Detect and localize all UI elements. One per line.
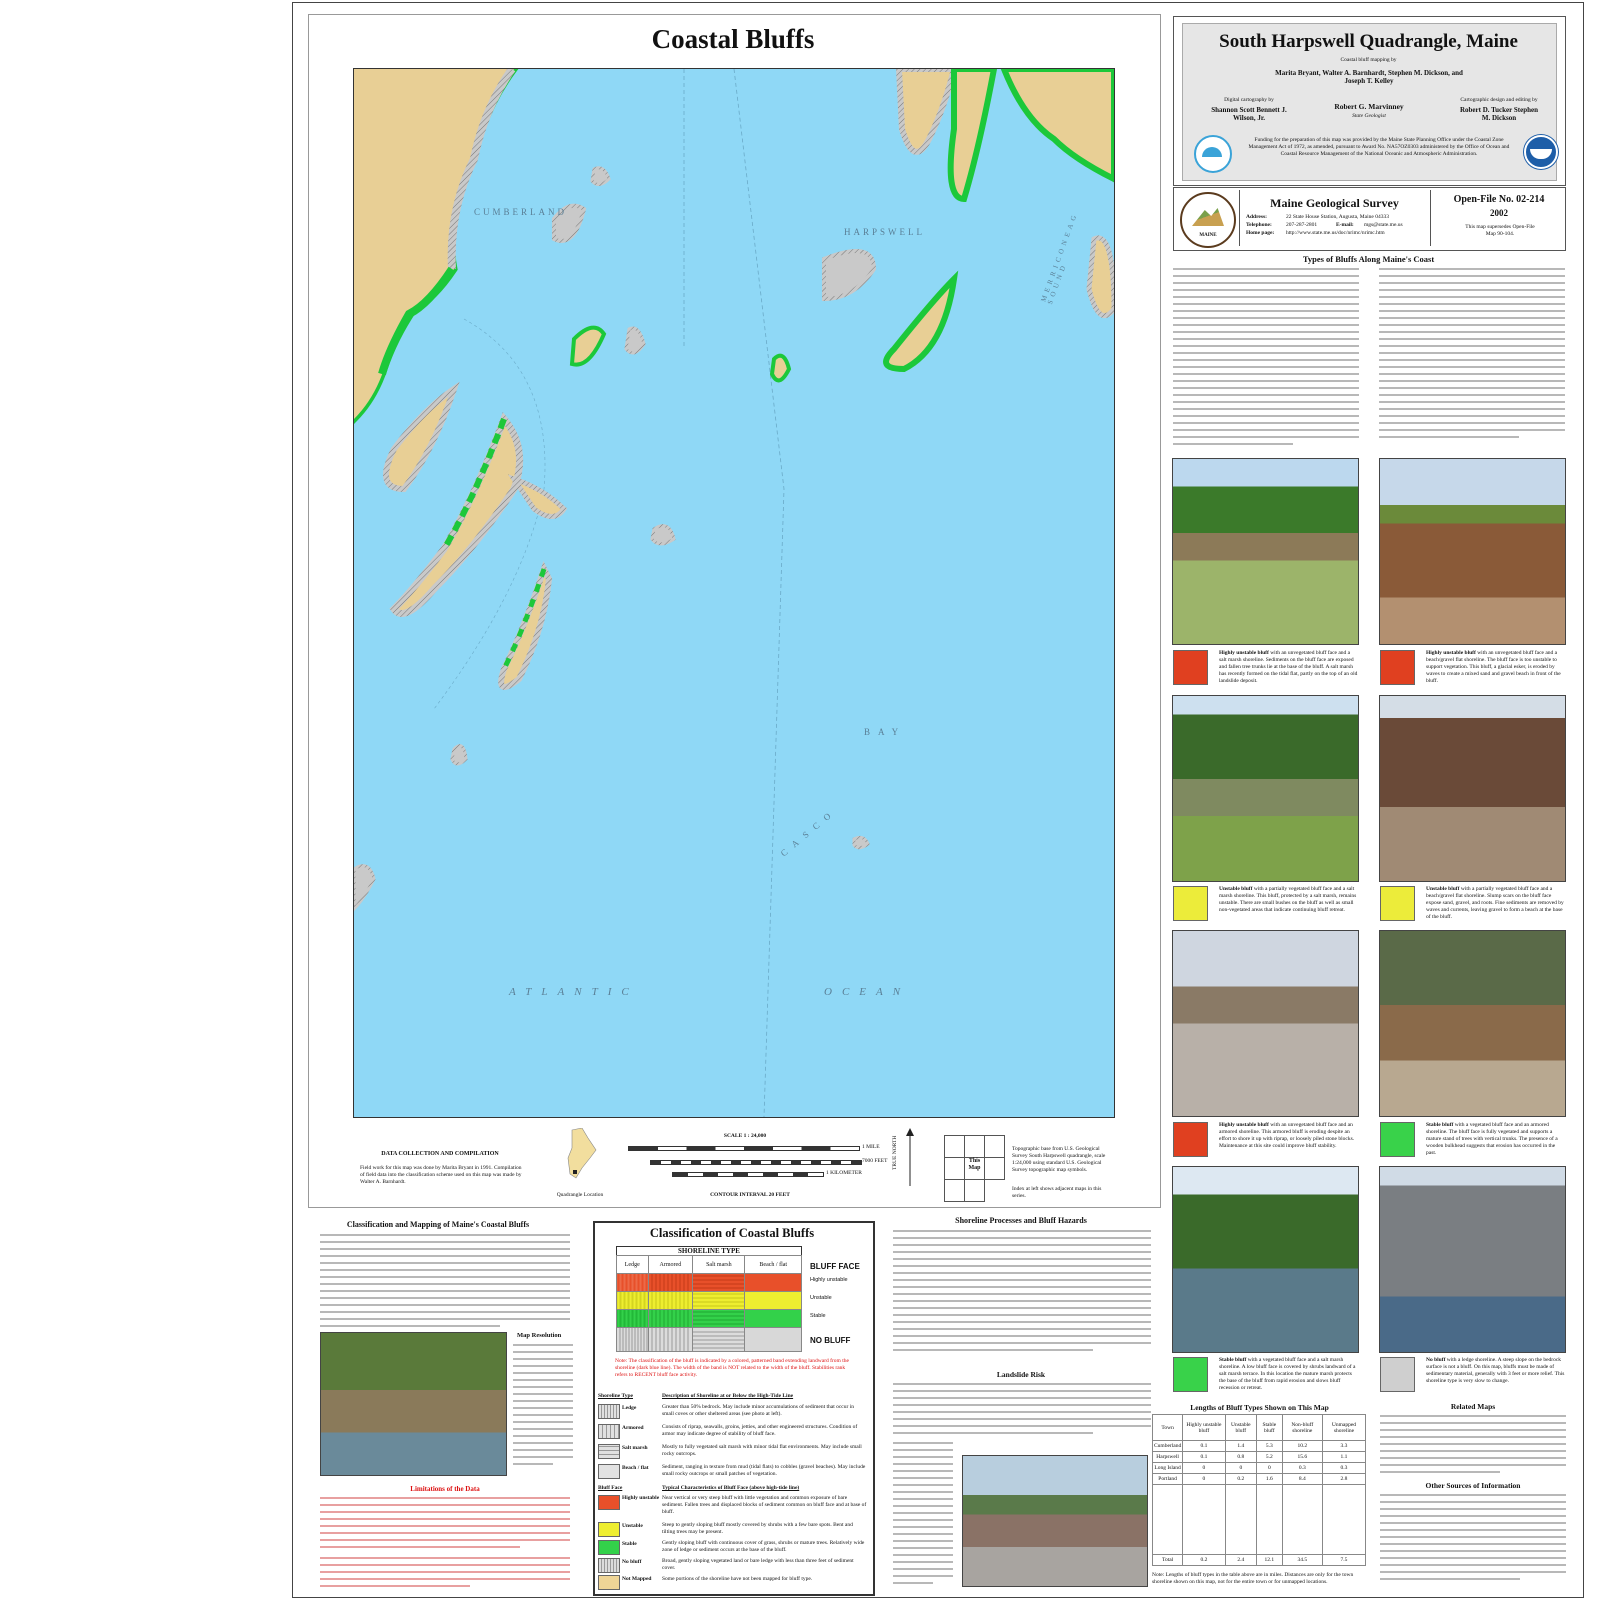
bluff-desc-heading: Typical Characteristics of Bluff Face (above high-tide line) xyxy=(662,1485,800,1491)
telephone-label: Telephone: xyxy=(1246,222,1272,228)
scale-bar-miles xyxy=(628,1146,860,1151)
caption-photo-5: Highly unstable bluff with an unvegetated bluff face and an armored shoreline. This armored bluff is eroding despite an effort to shore it up with riprap, or loosely piled stone blocks. Maintenance at this site could improve bluff stability. xyxy=(1219,1122,1355,1149)
face-notmapped: Not Mapped xyxy=(622,1576,652,1582)
col-armored: Armored xyxy=(648,1256,693,1274)
types-text-col1 xyxy=(1173,268,1359,450)
swatch-photo-5 xyxy=(1173,1122,1208,1157)
noaa-logo-icon xyxy=(1524,135,1558,169)
other-sources-heading: Other Sources of Information xyxy=(1425,1481,1521,1490)
open-file-number: Open-File No. 02-214 xyxy=(1453,194,1545,205)
map-graphic xyxy=(354,69,1114,1117)
seal-maine-label: MAINE xyxy=(1199,233,1217,238)
photo-6 xyxy=(1379,930,1566,1117)
row-stable: Stable xyxy=(810,1313,826,1319)
contour-interval: CONTOUR INTERVAL 20 FEET xyxy=(710,1192,790,1198)
cell-nobluff-beach xyxy=(745,1328,802,1352)
swatch-photo-8 xyxy=(1380,1357,1415,1392)
data-collection-text: Field work for this map was done by Marita Bryant in 1991. Compilation of field data into the classification scheme used on this map was made by Walter A. Barnhardt. xyxy=(360,1165,522,1185)
col-beach-flat: Beach / flat xyxy=(745,1256,802,1274)
other-sources-text xyxy=(1380,1494,1566,1590)
swatch-photo-2 xyxy=(1380,650,1415,685)
sw-beach-flat xyxy=(598,1464,620,1479)
survey-name: Maine Geological Survey xyxy=(1270,196,1399,210)
map-title: Coastal Bluffs xyxy=(651,24,815,54)
email: mgs@state.me.us xyxy=(1364,222,1403,228)
table-spacer-row xyxy=(1153,1485,1366,1555)
bluff-face-label: BLUFF FACE xyxy=(810,1262,860,1271)
design-label: Cartographic design and editing by xyxy=(1460,97,1538,103)
bluff-face-col-heading: Bluff Face xyxy=(598,1485,623,1491)
classification-grid xyxy=(616,1246,802,1352)
sw-salt-marsh xyxy=(598,1444,620,1459)
true-north-label: TRUE NORTH xyxy=(892,1135,898,1170)
lh-town: Town xyxy=(1153,1415,1183,1441)
face-highly: Highly unstable xyxy=(622,1495,660,1501)
col-salt-marsh: Salt marsh xyxy=(693,1256,745,1274)
no-bluff-label: NO BLUFF xyxy=(810,1336,851,1345)
label-merriconeag: MERRICONEAG SOUND xyxy=(1039,210,1080,306)
homepage-label: Home page: xyxy=(1246,230,1275,236)
sw-face-notmapped xyxy=(598,1575,620,1590)
cell-unstable-ledge xyxy=(617,1292,649,1310)
label-casco: CASCO xyxy=(778,805,839,859)
quadrangle-title: South Harpswell Quadrangle, Maine xyxy=(1219,31,1518,52)
landslide-text xyxy=(893,1383,1151,1439)
open-file-year: 2002 xyxy=(1490,208,1508,218)
scale-bar-feet xyxy=(650,1160,862,1165)
digital-cartography-label: Digital cartography by xyxy=(1224,97,1274,103)
face-notmapped-desc: Some portions of the shoreline have not been mapped for bluff type. xyxy=(662,1576,813,1582)
caption-photo-7: Stable bluff with a vegetated bluff face and a salt marsh shoreline. A low bluff face is covered by shrubs landward of a salt marsh terrace. In this location the mature marsh protects the base of the bluff from rapid erosion and slows bluff recession or retreat. xyxy=(1219,1357,1356,1391)
north-arrow-icon xyxy=(903,1128,917,1188)
caption-photo-6: Stable bluff with a vegetated bluff face and an armored shoreline. The bluff face is fully vegetated and supports a mature stand of trees with vertical trunks. The presence of a wooden bulkhead suggests that erosion has occurred in the past. xyxy=(1426,1122,1558,1156)
legend-note: Note: The classification of the bluff is indicated by a colored, patterned band extending landward from the shoreline (dark blue line). The width of the band is NOT related to the width of the bluff. Stabilities rank refers to RECENT bluff face activity. xyxy=(615,1358,849,1378)
maine-seal-icon xyxy=(1180,192,1236,248)
map-resolution-text xyxy=(513,1344,573,1472)
label-bay: BAY xyxy=(864,727,907,737)
row-highly-unstable: Highly unstable xyxy=(810,1277,848,1283)
table-row: Portland 0 0.2 1.6 8.4 2.8 xyxy=(1153,1474,1366,1485)
limitations-heading: Limitations of the Data xyxy=(410,1485,480,1493)
cell-unstable-armored xyxy=(648,1292,693,1310)
cell-stable-marsh xyxy=(693,1310,745,1328)
limitations-text xyxy=(320,1497,570,1593)
lengths-table xyxy=(1152,1414,1366,1566)
sw-armored xyxy=(598,1424,620,1439)
cell-stable-armored xyxy=(648,1310,693,1328)
shoreline-desc-heading: Description of Shoreline at or Below the High-Tide Line xyxy=(662,1393,794,1399)
photo-3 xyxy=(1172,695,1359,882)
caption-photo-2: Highly unstable bluff with an unvegetated bluff face and a beach/gravel flat shoreline. The bluff face is too unstable to support vegetation. This bluff, a glacial esker, is eroded by waves to create a mixed sand and gravel beach in front of the bluff. xyxy=(1426,650,1561,684)
scale-label: SCALE 1 : 24,000 xyxy=(723,1133,767,1139)
shore-armored: Armored xyxy=(622,1425,644,1431)
label-ocean: OCEAN xyxy=(824,986,911,998)
bluff-map[interactable] xyxy=(353,68,1115,1118)
face-unstable: Unstable xyxy=(622,1523,643,1529)
email-label: E-mail: xyxy=(1336,222,1354,228)
sw-face-stable xyxy=(598,1540,620,1555)
shore-beach-flat: Beach / flat xyxy=(622,1465,649,1471)
bluff-example-photo xyxy=(320,1332,507,1476)
types-text-col2 xyxy=(1379,268,1565,450)
survey-block xyxy=(1173,187,1566,251)
index-note: Index at left shows adjacent maps in this series. xyxy=(1012,1186,1102,1199)
funding-note: Funding for the preparation of this map was provided by the Maine State Planning Office under the Coastal Zone Management Act of 1972, as amended, pursuant to Award No. NA57OZ0303 administered by the Office of Ocean and Coastal Resource Management of the National Oceanic and Atmospheric Administration. xyxy=(1248,137,1510,157)
face-nobluff: No bluff xyxy=(622,1559,642,1565)
cell-nobluff-armored xyxy=(648,1328,693,1352)
photo-2 xyxy=(1379,458,1566,645)
photo-8 xyxy=(1379,1166,1566,1353)
label-cumberland: CUMBERLAND xyxy=(474,207,568,217)
face-unstable-desc: Steep to gently sloping bluff mostly covered by shrubs with a few bare spots. Bent and tilting trees may be present. xyxy=(662,1522,853,1535)
swatch-photo-4 xyxy=(1380,886,1415,921)
caption-photo-4: Unstable bluff with a partially vegetated bluff face and a beach/gravel flat shoreline. Slump scars on the bluff face expose sand, gravel, and roots. Fine sediments are removed by waves and currents, leaving gravel to form a beach at the base of the bluff. xyxy=(1426,886,1564,920)
swatch-photo-6 xyxy=(1380,1122,1415,1157)
lh-stable: Stable bluff xyxy=(1257,1415,1283,1441)
lh-unmapped: Unmapped shoreline xyxy=(1322,1415,1365,1441)
lh-unstable: Unstable bluff xyxy=(1225,1415,1256,1441)
shore-salt-marsh-desc: Mostly to fully vegetated salt marsh with minor tidal flat environments. May include small rocky outcrops. xyxy=(662,1444,862,1457)
sw-face-nobluff xyxy=(598,1558,620,1573)
cell-highly-marsh xyxy=(693,1274,745,1292)
label-atlantic: ATLANTIC xyxy=(509,986,639,998)
cell-nobluff-marsh xyxy=(693,1328,745,1352)
legend-title: Classification of Coastal Bluffs xyxy=(649,1226,815,1240)
scale-bar-km xyxy=(672,1172,824,1177)
shore-armored-desc: Consists of riprap, seawalls, groins, jetties, and other engineered structures. Condition of armor may indicate degree of stability of bluff face. xyxy=(662,1424,858,1437)
shore-salt-marsh: Salt marsh xyxy=(622,1445,648,1451)
data-collection-heading: DATA COLLECTION AND COMPILATION xyxy=(381,1151,499,1157)
lengths-note: Note: Lengths of bluff types in the table above are in miles. Distances are only for the town shoreline shown on this map, not for the entire town or for unmapped locations. xyxy=(1152,1572,1354,1585)
cell-stable-beach xyxy=(745,1310,802,1328)
classification-mapping-heading: Classification and Mapping of Maine's Coastal Bluffs xyxy=(346,1220,530,1229)
cell-unstable-marsh xyxy=(693,1292,745,1310)
mapping-by-label: Coastal bluff mapping by xyxy=(1340,57,1397,63)
cell-highly-beach xyxy=(745,1274,802,1292)
shoreline-type-col-heading: Shoreline Type xyxy=(598,1393,633,1399)
sw-face-highly xyxy=(598,1495,620,1510)
scale-feet-label: 7000 FEET xyxy=(862,1158,888,1164)
swatch-photo-1 xyxy=(1173,650,1208,685)
table-total-row: Total 0.2 2.4 12.1 34.5 7.5 xyxy=(1153,1555,1366,1566)
label-harpswell: HARPSWELL xyxy=(844,227,925,237)
sw-face-unstable xyxy=(598,1522,620,1537)
shore-beach-flat-desc: Sediment, ranging in texture from mud (tidal flats) to cobbles (gravel beaches). May include small rocky outcrops or small patches of vegetation. xyxy=(662,1464,866,1477)
digital-cartography: Shannon Scott Bennett J. Wilson, Jr. xyxy=(1211,106,1287,122)
photo-4 xyxy=(1379,695,1566,882)
caption-photo-1: Highly unstable bluff with an unvegetated bluff face and a salt marsh shoreline. Sediments on the bluff face are exposed and fallen tree trunks lie at the base of the bluff. A salt marsh has recently formed on the tidal flat, partly on the top of an old landslide deposit. xyxy=(1219,650,1358,684)
processes-text xyxy=(893,1230,1151,1358)
swatch-photo-3 xyxy=(1173,886,1208,921)
related-maps-heading: Related Maps xyxy=(1450,1402,1496,1411)
scale-km-label: 1 KILOMETER xyxy=(826,1170,862,1176)
lengths-title: Lengths of Bluff Types Shown on This Map xyxy=(1190,1403,1329,1412)
lh-nonbluff: Non-bluff shoreline xyxy=(1282,1415,1322,1441)
shoreline-type-heading: SHORELINE TYPE xyxy=(616,1246,802,1255)
map-resolution-heading: Map Resolution xyxy=(517,1332,562,1339)
face-stable: Stable xyxy=(622,1541,637,1547)
supersedes-note: This map supersedes Open-File Map 90-104. xyxy=(1465,224,1535,237)
topo-base-note: Topographic base from U.S. Geological Survey South Harpswell quadrangle, scale 1:24,000 using standard U.S. Geological Survey topographic map symbols. xyxy=(1012,1146,1106,1173)
cell-highly-armored xyxy=(648,1274,693,1292)
landslide-text-narrow xyxy=(893,1442,953,1592)
landslide-photo xyxy=(962,1455,1148,1587)
col-ledge: Ledge xyxy=(617,1256,649,1274)
cell-unstable-beach xyxy=(745,1292,802,1310)
quadrangle-location: Quadrangle Location xyxy=(556,1192,604,1198)
design-credits: Robert D. Tucker Stephen M. Dickson xyxy=(1459,106,1539,122)
face-nobluff-desc: Broad, gently sloping vegetated land or bare ledge with less than three feet of sediment cover. xyxy=(662,1558,854,1571)
cell-nobluff-ledge xyxy=(617,1328,649,1352)
swatch-photo-7 xyxy=(1173,1357,1208,1392)
processes-heading: Shoreline Processes and Bluff Hazards xyxy=(955,1216,1087,1225)
shore-ledge-desc: Greater than 50% bedrock. May include minor accumulations of sediment that occur in small coves or other sheltered areas (see photo at left). xyxy=(662,1404,854,1417)
row-unstable: Unstable xyxy=(810,1295,832,1301)
coastal-program-logo-icon xyxy=(1194,135,1232,173)
table-row: Harpswell 0.1 0.8 5.2 15.6 1.1 xyxy=(1153,1452,1366,1463)
cell-highly-ledge xyxy=(617,1274,649,1292)
lh-highly: Highly unstable bluff xyxy=(1183,1415,1225,1441)
state-geologist: State Geologist xyxy=(1352,113,1386,119)
address-label: Address: xyxy=(1246,214,1267,220)
related-maps-text xyxy=(1380,1415,1566,1477)
classification-mapping-text xyxy=(320,1234,570,1334)
shore-ledge: Ledge xyxy=(622,1405,637,1411)
table-row: Cumberland 0.1 1.4 5.3 10.2 3.3 xyxy=(1153,1441,1366,1452)
table-row: Long Island 0 0 0 0.3 0.3 xyxy=(1153,1463,1366,1474)
state-geologist-name: Robert G. Marvinney xyxy=(1334,102,1404,111)
types-heading: Types of Bluffs Along Maine's Coast xyxy=(1302,254,1435,264)
adjacent-map-index xyxy=(944,1135,1004,1201)
address: 22 State House Station, Augusta, Maine 04333 xyxy=(1286,214,1389,220)
scale-mile-label: 1 MILE xyxy=(862,1144,880,1150)
this-map-cell: This Map xyxy=(964,1157,985,1180)
landslide-heading: Landslide Risk xyxy=(996,1370,1046,1379)
photo-1 xyxy=(1172,458,1359,645)
authors: Marita Bryant, Walter A. Barnhardt, Stephen M. Dickson, and Joseph T. Kelley xyxy=(1275,69,1463,85)
caption-photo-8: No bluff with a ledge shoreline. A steep slope on the bedrock surface is not a bluff. On this map, bluffs must be made of sedimentary material, generally with 3 feet or more relief. This shoreline type is very slow to change. xyxy=(1426,1357,1565,1384)
photo-5 xyxy=(1172,930,1359,1117)
photo-7 xyxy=(1172,1166,1359,1353)
homepage-link[interactable]: http://www.state.me.us/doc/nrimc/nrimc.htm xyxy=(1286,230,1385,236)
face-stable-desc: Gently sloping bluff with continuous cover of grass, shrubs or mature trees. Relatively wide zone of ledge or sediment occurs at the base of the bluff. xyxy=(662,1540,865,1553)
telephone: 207-287-2801 xyxy=(1286,222,1318,228)
caption-photo-3: Unstable bluff with a partially vegetated bluff face and a salt marsh shoreline. This bluff, protected by a salt marsh, remains unstable. There are small bushes on the bluff as well as small non-vegetated areas that indicate continuing bluff retreat. xyxy=(1219,886,1357,913)
title-block xyxy=(1173,16,1566,186)
face-highly-desc: Near vertical or very steep bluff with little vegetation and common exposure of bare sediment. Fallen trees and displaced blocks of sediment common on bluff face and at base of bluff. xyxy=(662,1495,867,1515)
cell-stable-ledge xyxy=(617,1310,649,1328)
sw-ledge xyxy=(598,1404,620,1419)
maine-locator-icon xyxy=(560,1128,600,1186)
